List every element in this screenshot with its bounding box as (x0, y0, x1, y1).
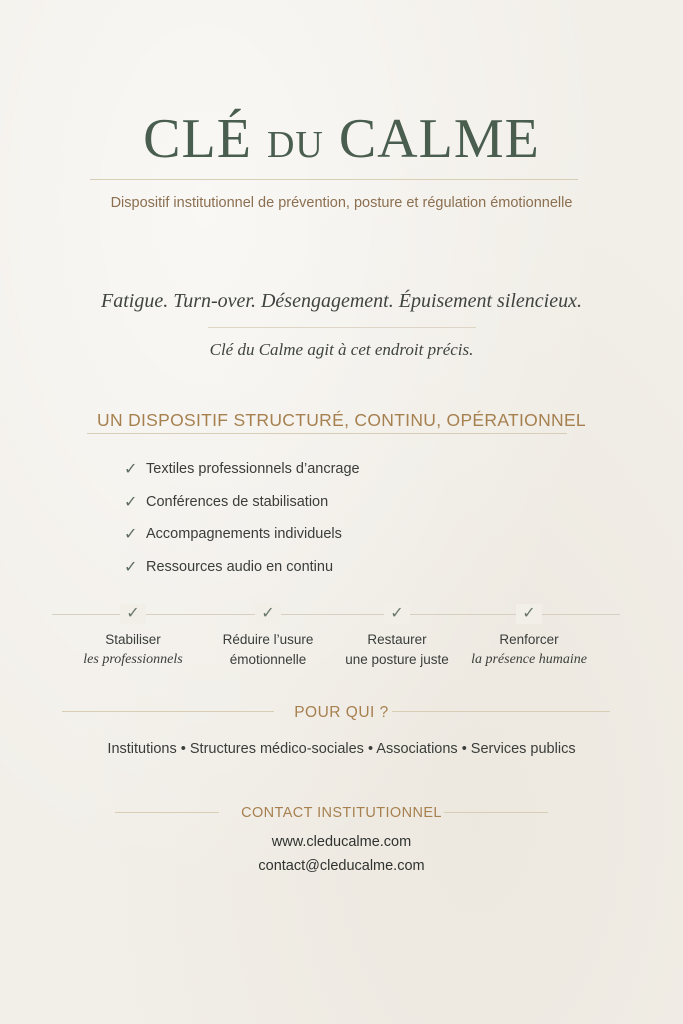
audience-list: Institutions • Structures médico-sociales • Associations • Services publics (107, 741, 576, 757)
title-word-calme: CALME (338, 108, 540, 170)
pillar-renforcer (459, 604, 599, 670)
title-word-cle: CLÉ (143, 108, 252, 170)
list-item-label: Ressources audio en continu (146, 558, 334, 575)
pillar-restaurer (327, 604, 467, 670)
check-icon: ✓ (124, 558, 138, 576)
tagline: Fatigue. Turn-over. Désengagement. Épuisement silencieux. (101, 290, 582, 312)
check-icon: ✓ (516, 604, 541, 624)
pillar-subtitle: émotionnelle (229, 652, 307, 667)
pillar-stabiliser (63, 604, 203, 670)
check-icon: ✓ (384, 604, 409, 624)
list-item (124, 518, 360, 551)
pillar-title: Restaurer (367, 632, 427, 647)
contact-heading: CONTACT INSTITUTIONNEL (241, 805, 442, 821)
list-item-label: Accompagnements individuels (146, 526, 342, 543)
email-link[interactable]: contact@cleducalme.com (258, 858, 425, 874)
pillar-title: Réduire l’usure (222, 632, 314, 647)
subtitle: Dispositif institutionnel de prévention, posture et régulation émotionnelle (110, 195, 573, 211)
dispositif-heading: UN DISPOSITIF STRUCTURÉ, CONTINU, OPÉRATIONNEL (97, 410, 586, 430)
check-icon: ✓ (124, 461, 138, 479)
pillar-title: Renforcer (499, 632, 559, 647)
check-icon: ✓ (124, 493, 138, 511)
title-divider (90, 179, 578, 180)
check-icon: ✓ (255, 604, 280, 624)
list-item (124, 551, 360, 584)
check-icon: ✓ (120, 604, 145, 624)
dispositif-heading-underline (87, 433, 567, 434)
pillar-subtitle: la présence humaine (471, 652, 587, 667)
pillar-subtitle: les professionnels (83, 652, 183, 667)
website-link[interactable]: www.cleducalme.com (271, 834, 412, 850)
pillar-subtitle: une posture juste (345, 652, 449, 667)
statement: Clé du Calme agit à cet endroit précis. (209, 340, 474, 359)
list-item (124, 486, 360, 519)
list-item-label: Textiles professionnels d’ancrage (146, 461, 360, 478)
tagline-divider (208, 327, 476, 328)
list-item-label: Conférences de stabilisation (146, 493, 329, 510)
pillar-reduire (198, 604, 338, 670)
title-word-du: DU (266, 124, 324, 166)
check-icon: ✓ (124, 526, 138, 544)
pillar-title: Stabiliser (105, 632, 161, 647)
dispositif-list (124, 453, 360, 583)
audience-heading: POUR QUI ? (294, 704, 389, 721)
brand-title (0, 104, 683, 180)
list-item (124, 453, 360, 486)
